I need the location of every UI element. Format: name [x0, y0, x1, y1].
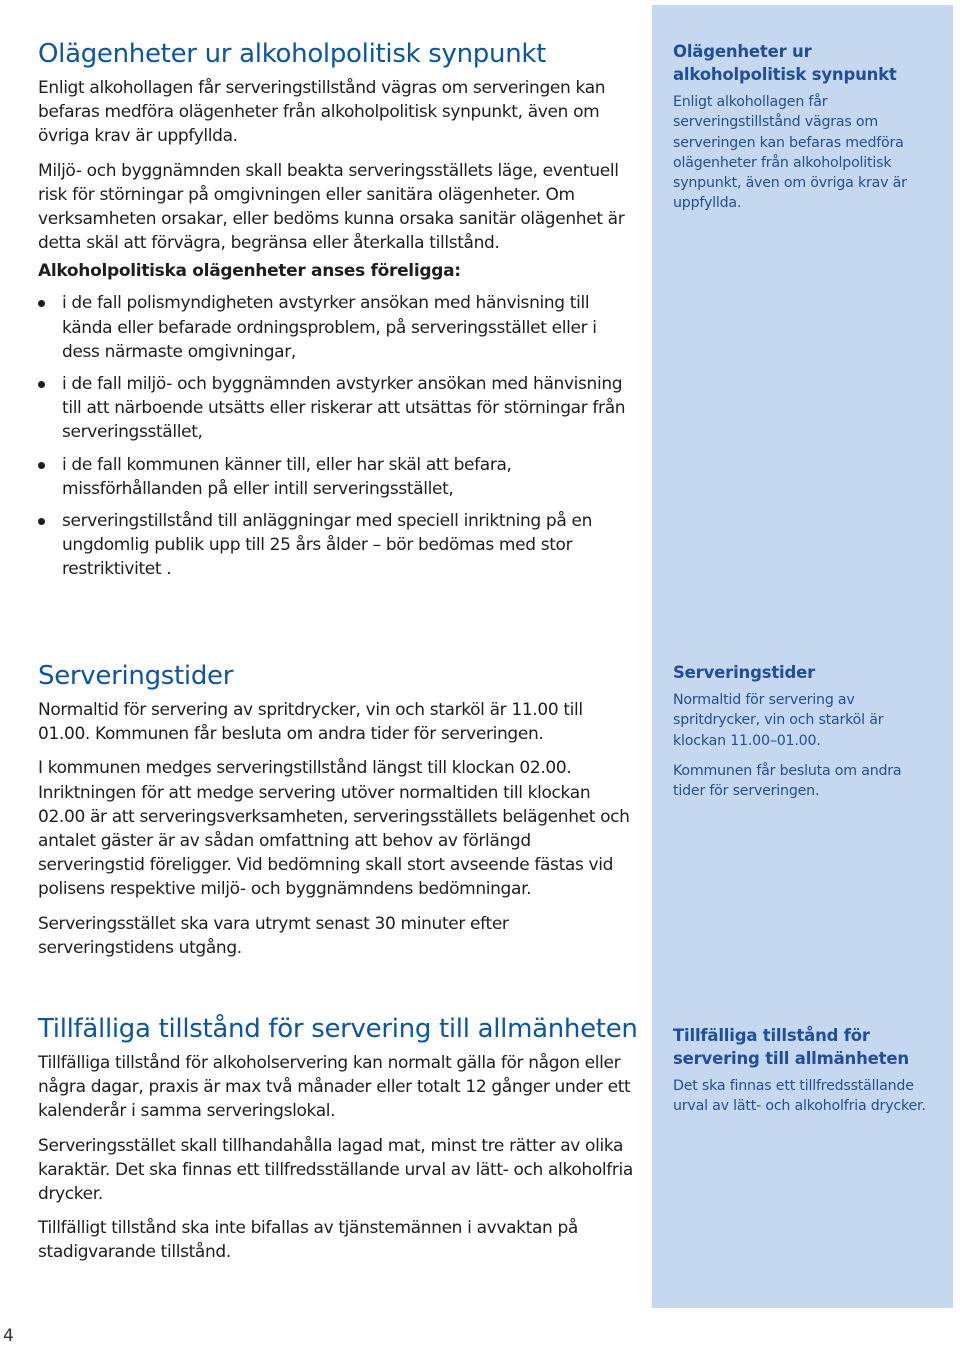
list-item	[38, 453, 638, 501]
paragraph: Serveringsstället skall tillhandahålla lagad mat, minst tre rätter av olika karaktär. Det ska finnas ett tillfredsställande urval av lätt- och alkoholfria drycker.	[38, 1135, 633, 1205]
subheading: Alkoholpolitiska olägenheter anses föreligga:	[38, 261, 461, 282]
paragraph: Normaltid för servering av spritdrycker, vin och starköl är 11.00 till 01.00. Kommunen får besluta om andra tider för serveringen.	[38, 700, 583, 745]
section-tillfalliga-tillstand	[38, 1013, 638, 1275]
list-item-text: i de fall kommunen känner till, eller har skäl att befara, missförhållanden på eller intill serveringsstället,	[62, 454, 512, 499]
sidebar-text: Enligt alkohollagen får serveringstillstånd vägras om serveringen kan befaras medföra olägenheter från alkoholpolitisk synpunkt, även om övriga krav är uppfyllda.	[673, 94, 907, 212]
sidebar-text: Kommunen får besluta om andra tider för serveringen.	[673, 762, 902, 800]
sidebar-title: Serveringstider	[673, 663, 816, 682]
sidebar-summary-serveringstider	[673, 661, 935, 811]
paragraph: Serveringsstället ska vara utrymt senast 30 minuter efter serveringstidens utgång.	[38, 913, 509, 958]
section-title: Olägenheter ur alkoholpolitisk synpunkt	[38, 39, 547, 69]
section-title: Serveringstider	[38, 661, 234, 691]
section-olagenheter	[38, 38, 638, 590]
sidebar-title: Olägenheter ur alkoholpolitisk synpunkt	[673, 42, 897, 84]
list-item-text: i de fall miljö- och byggnämnden avstyrker ansökan med hänvisning till att närboende utsätts eller riskerar att utsättas för störningar från serveringsstället,	[62, 374, 626, 443]
paragraph: Tillfälligt tillstånd ska inte bifallas av tjänstemännen i avvaktan på stadigvarande tillstånd.	[38, 1218, 579, 1263]
sidebar-summary-olagenheter	[673, 40, 935, 224]
section-title: Tillfälliga tillstånd för servering till allmänheten	[38, 1014, 638, 1044]
sidebar-title: Tillfälliga tillstånd för servering till allmänheten	[673, 1026, 909, 1068]
bullet-icon	[38, 300, 45, 307]
bullet-icon	[38, 381, 45, 388]
bullet-icon	[38, 518, 45, 525]
page-number: 4	[3, 1326, 14, 1345]
sidebar-summary-tillfalliga	[673, 1024, 935, 1127]
paragraph: Tillfälliga tillstånd för alkoholservering kan normalt gälla för någon eller några dagar, praxis är max två månader eller totalt 12 gånger under ett kalenderår i samma serveringslokal.	[38, 1053, 631, 1122]
paragraph: I kommunen medges serveringstillstånd längst till klockan 02.00. Inriktningen för att medge servering utöver normaltiden till klockan 02.00 är att serveringsverksamheten, serveringsställets belägenhet och antalet gäster är av sådan omfattning att behov av förlängd serveringstid föreligger. Vid bedömning skall stort avseende fästas vid polisens respektive miljö- och byggnämndens bedömningar.	[38, 758, 630, 900]
list-item-text: i de fall polismyndigheten avstyrker ansökan med hänvisning till kända eller befarade ordningsproblem, på serveringsstället eller i dess närmaste omgivningar,	[62, 293, 597, 362]
sidebar-text: Det ska finnas ett tillfredsställande urval av lätt- och alkoholfria drycker.	[673, 1078, 926, 1115]
paragraph: Miljö- och byggnämnden skall beakta serveringsställets läge, eventuell risk för störningar på omgivningen eller sanitära olägenheter. Om verksamheten orsakar, eller bedöms kunna orsaka sanitär olägenhet är detta skäl att förvägra, begränsa eller återkalla tillstånd.	[38, 160, 625, 254]
list-item	[38, 372, 638, 445]
list-item	[38, 509, 638, 582]
sidebar-text: Normaltid för servering av spritdrycker, vin och starköl är klockan 11.00–01.00.	[673, 692, 884, 749]
section-serveringstider	[38, 660, 638, 970]
list-item-text: serveringstillstånd till anläggningar med speciell inriktning på en ungdomlig publik upp till 25 års ålder – bör bedömas med stor restriktivitet .	[62, 511, 593, 580]
paragraph: Enligt alkohollagen får serveringstillstånd vägras om serveringen kan befaras medföra olägenheter från alkoholpolitisk synpunkt, även om övriga krav är uppfyllda.	[38, 78, 606, 147]
bullet-list	[38, 291, 638, 581]
bullet-icon	[38, 462, 45, 469]
list-item	[38, 291, 638, 364]
